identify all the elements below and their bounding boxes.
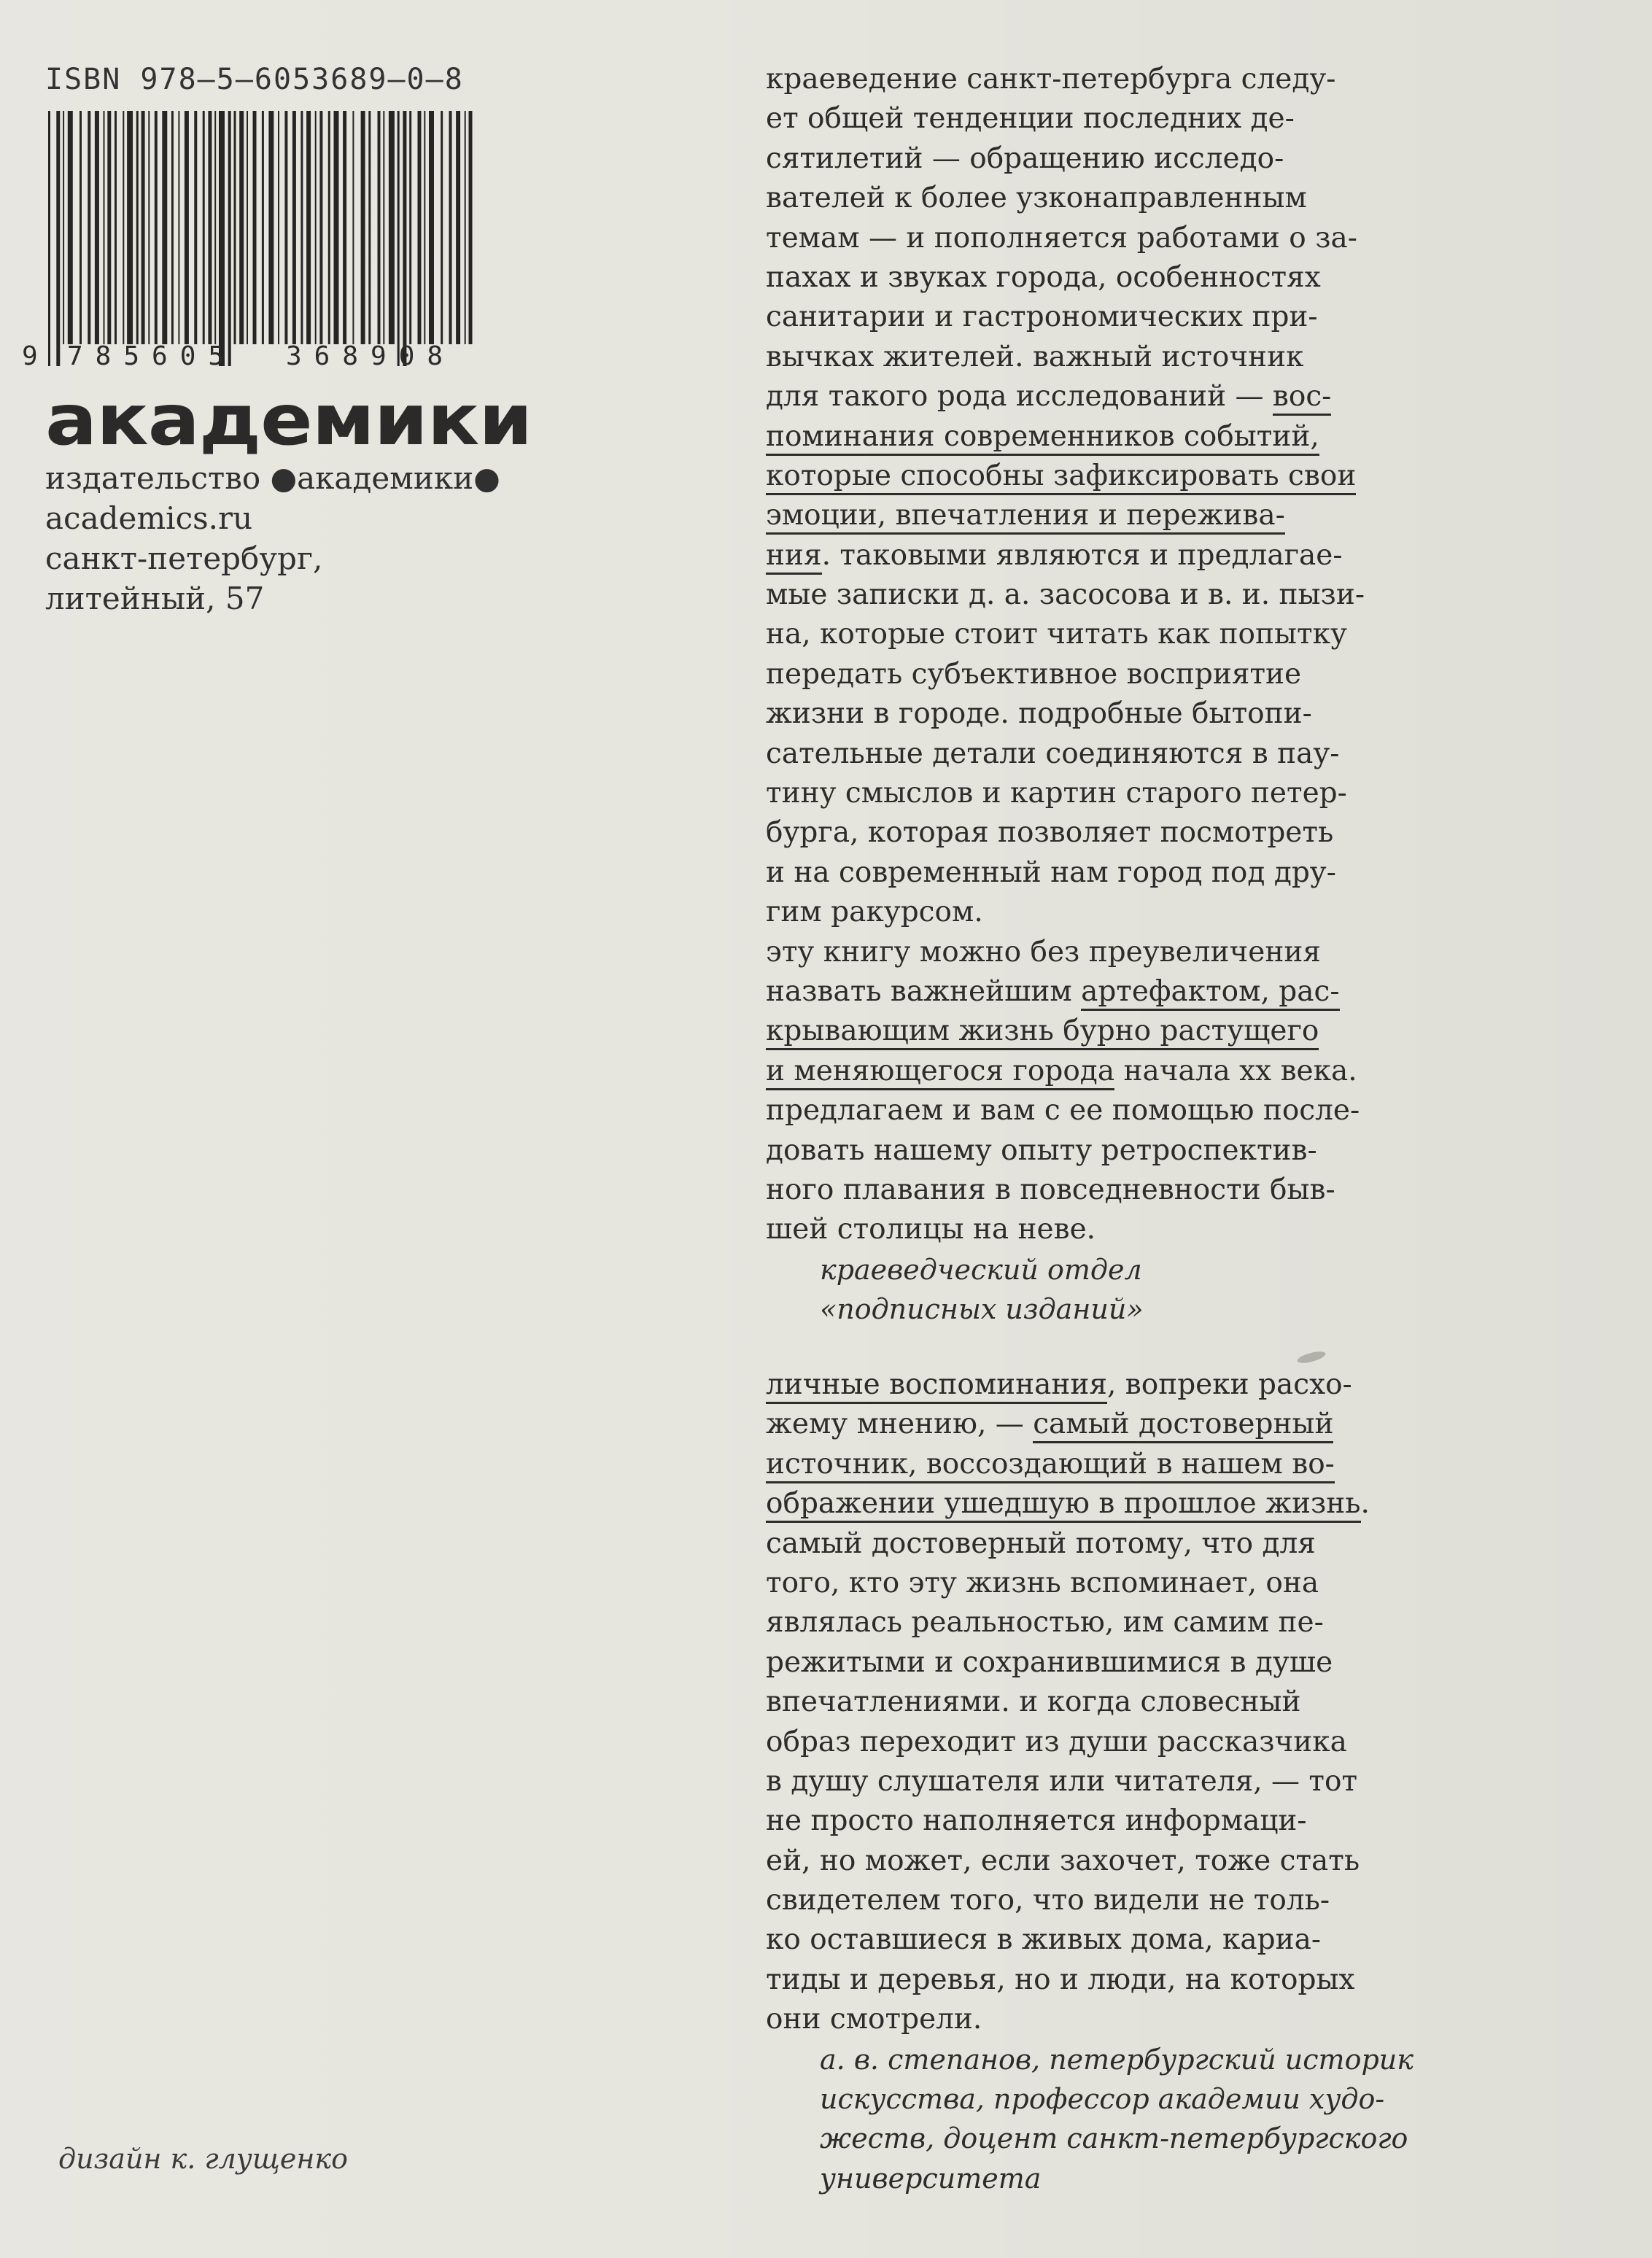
block2-line [766,1524,1459,1564]
block1-line [766,893,1459,932]
publisher-logo: академики [45,379,532,461]
block1-line [766,298,1459,337]
signature-line: университета [820,2162,1042,2195]
text-segment: эту книгу можно без преувеличения [766,935,1321,969]
underlined-text: артефактом, рас- [1081,975,1339,1011]
block2-line [766,1762,1459,1801]
barcode-bar [306,111,311,344]
block1-line [766,417,1459,457]
text-segment: передать субъективное восприятие [766,657,1302,691]
block2-line [766,1801,1459,1841]
barcode-bar [228,111,231,366]
barcode-bar [247,111,248,344]
text-segment: являлась реальностью, им самим пе- [766,1606,1324,1640]
barcode-bar [418,111,422,344]
block1-line [766,1171,1459,1210]
barcode [45,111,476,366]
block1-line [766,496,1459,535]
block1-line [766,813,1459,853]
barcode-bar [95,111,99,344]
block2-line [766,1405,1459,1444]
block1-line [766,1012,1459,1051]
underlined-text: ображении ушедшую в прошлое жизнь [766,1487,1361,1523]
text-segment: того, кто эту жизнь вспоминает, она [766,1566,1319,1599]
barcode-bar [409,111,411,344]
text-segment: не просто наполняется информаци- [766,1804,1307,1838]
barcode-bar [208,111,212,344]
block2-line [766,1365,1459,1405]
block2-line [766,1881,1459,1920]
text-segment: образ переходит из души рассказчика [766,1725,1347,1758]
block1-line [766,258,1459,298]
barcode-bar [334,111,339,344]
barcode-bar [292,111,296,344]
barcode-bar [368,111,371,344]
barcode-bar [68,111,73,344]
barcode-bar [123,111,124,344]
underlined-text: поминания современников событий, [766,420,1319,456]
paper-mark [1296,1349,1327,1365]
barcode-bar [300,111,303,344]
barcode-bar [80,111,82,344]
block2-line [766,1920,1459,1960]
text-segment: довать нашему опыту ретроспектив- [766,1133,1317,1167]
isbn-label: ISBN 978–5–6053689–0–8 [45,63,464,96]
block2-line [766,1723,1459,1762]
underlined-text: и меняющегося города [766,1055,1114,1090]
text-segment: пахах и звуках города, особенностях [766,260,1321,294]
text-segment: шей столицы на неве. [766,1213,1096,1246]
text-segment: . [1360,1487,1370,1521]
block2-line [766,1683,1459,1722]
text-segment: сятилетий — обращению исследо- [766,141,1284,175]
barcode-bar [194,111,197,344]
blurb-text-1 [766,60,1459,1330]
text-segment: жизни в городе. подробные бытопи- [766,697,1312,731]
text-segment: бурга, которая позволяет посмотреть [766,816,1334,850]
underlined-text: источник, воссоздающий в нашем во- [766,1448,1335,1483]
barcode-bar [162,111,167,344]
text-segment: они смотрели. [766,2003,982,2036]
barcode-bar [262,111,264,344]
block2-line [766,1603,1459,1642]
signature-line: жеств, доцент санкт-петербургского [820,2122,1408,2155]
barcode-bar [361,111,365,344]
barcode-bar [352,111,354,344]
text-segment: ей, но может, если захочет, тоже стать [766,1844,1360,1877]
barcode-bar [234,111,236,344]
underlined-text: личные воспоминания [766,1368,1107,1404]
block2-line [766,1643,1459,1683]
publisher-website: academics.ru [45,500,253,536]
block1-line [766,972,1459,1012]
block1-line [766,655,1459,694]
text-segment: для такого рода исследований — [766,380,1273,414]
text-segment: сательные детали соединяются в пау- [766,737,1340,770]
barcode-bar [389,111,395,344]
block1-line [766,1131,1459,1171]
barcode-bar [185,111,189,344]
block1-line [766,853,1459,893]
barcode-bar [141,111,145,344]
barcode-bar [383,111,384,344]
barcode-bar [63,111,64,344]
text-segment: жему мнению, — [766,1408,1034,1441]
designer-credit: дизайн к. глущенко [58,2143,348,2175]
block1-line [766,99,1459,139]
block1-line [766,1210,1459,1249]
text-segment: тину смыслов и картин старого петер- [766,777,1347,810]
text-segment: ного плавания в повседневности быв- [766,1173,1335,1206]
block2-line [766,1445,1459,1484]
text-segment: самый достоверный потому, что для [766,1526,1316,1560]
block1-line [766,1091,1459,1130]
barcode-bar [88,111,90,344]
barcode-bar [319,111,322,344]
barcode-digits [22,341,455,371]
block2-line [766,1842,1459,1881]
block2-line [766,1484,1459,1524]
block1-line [766,694,1459,734]
barcode-bar [127,111,133,344]
signature-line: «подписных изданий» [820,1293,1144,1326]
barcode-bar [284,111,287,344]
text-segment: и на современный нам город под дру- [766,856,1336,889]
barcode-bar [56,111,60,366]
barcode-bar [239,111,244,344]
block1-line [766,536,1459,575]
barcode-bar [115,111,117,344]
barcode-bar [148,111,150,344]
barcode-bar [378,111,381,344]
text-segment: предлагаем и вам с ее помощью после- [766,1094,1360,1128]
text-segment: мые записки д. а. засосова и в. и. пызи- [766,578,1365,612]
text-segment: режитыми и сохранившимися в душе [766,1645,1333,1679]
block1-line [766,338,1459,377]
text-segment: свидетелем того, что видели не толь- [766,1884,1330,1917]
barcode-bar [278,111,279,344]
block1-line [766,60,1459,99]
barcode-bar [403,111,406,366]
text-segment: впечатлениями. и когда словесный [766,1685,1301,1719]
text-segment: , вопреки расхо- [1106,1368,1352,1401]
signature-line: искусства, профессор академии худо- [820,2083,1385,2116]
underlined-text: самый достоверный [1033,1408,1333,1443]
underlined-text: эмоции, впечатления и пережива- [766,499,1285,535]
text-segment: на, которые стоит читать как попытку [766,618,1347,651]
text-segment: ко оставшиеся в живых дома, кариа- [766,1923,1322,1957]
barcode-bar [48,111,50,366]
barcode-bar [465,111,466,344]
block2-line [766,2000,1459,2039]
block1-line [766,575,1459,615]
text-segment: темам — и пополняется работами о за- [766,221,1357,255]
text-segment: гим ракурсом. [766,896,983,929]
block2-line [766,1960,1459,2000]
underlined-text: крывающим жизнь бурно растущего [766,1014,1319,1050]
block1-line [766,377,1459,416]
block2-line [766,1564,1459,1603]
barcode-bar [268,111,274,344]
barcode-bar [219,111,225,366]
barcode-bar [136,111,139,344]
barcode-bar [171,111,174,344]
block1-line [766,774,1459,813]
barcode-digit-lead: 9 [22,341,38,371]
barcode-bar [441,111,443,344]
barcode-digits-left: 785605 [67,341,237,371]
barcode-bar [155,111,158,344]
text-segment: вычках жителей. важный источник [766,340,1304,373]
publisher-name: издательство ●академики● [45,460,500,496]
block1-line [766,615,1459,654]
barcode-bar [315,111,317,344]
publisher-address: литейный, 57 [45,581,265,616]
text-segment: тиды и деревья, но и люди, на которых [766,1963,1355,1996]
barcode-bar [456,111,460,344]
publisher-city: санкт-петербург, [45,540,323,576]
barcode-bar [178,111,179,344]
barcode-bar [203,111,205,344]
block1-line [766,457,1459,496]
block1-line [766,1052,1459,1091]
barcode-bar [328,111,330,344]
barcode-bar [107,111,111,344]
barcode-bar [253,111,257,344]
text-segment: в душу слушателя или читателя, — тот [766,1764,1358,1798]
block1-line [766,734,1459,774]
barcode-bar [214,111,216,344]
block1-line [766,933,1459,972]
barcode-bar [104,111,105,344]
underlined-text: которые способны зафиксировать свои [766,459,1356,495]
underlined-text: вос- [1273,380,1331,416]
barcode-bar [424,111,425,344]
barcode-digits-right: 368908 [286,341,456,371]
text-segment: вателей к более узконаправленным [766,182,1307,215]
underlined-text: ния [766,539,822,575]
block1-line [766,139,1459,179]
barcode-bar [343,111,346,344]
text-segment: назвать важнейшим [766,974,1082,1008]
barcode-bar [469,111,473,344]
barcode-bar [429,111,434,344]
block1-line [766,179,1459,218]
publisher-info [45,458,500,618]
barcode-bar [449,111,452,344]
text-segment: ет общей тенденции последних де- [766,102,1295,136]
signature-line: краеведческий отдел [820,1253,1142,1286]
text-segment: начала хх века. [1114,1054,1357,1087]
barcode-bar [398,111,400,366]
text-segment: . таковыми являются и предлагае- [821,538,1343,572]
text-segment: краеведение санкт-петербурга следу- [766,63,1336,96]
text-segment: санитарии и гастрономических при- [766,300,1318,334]
block1-line [766,219,1459,258]
signature-line: а. в. степанов, петербургский историк [820,2043,1413,2076]
blurb-text-2 [766,1365,1459,2198]
